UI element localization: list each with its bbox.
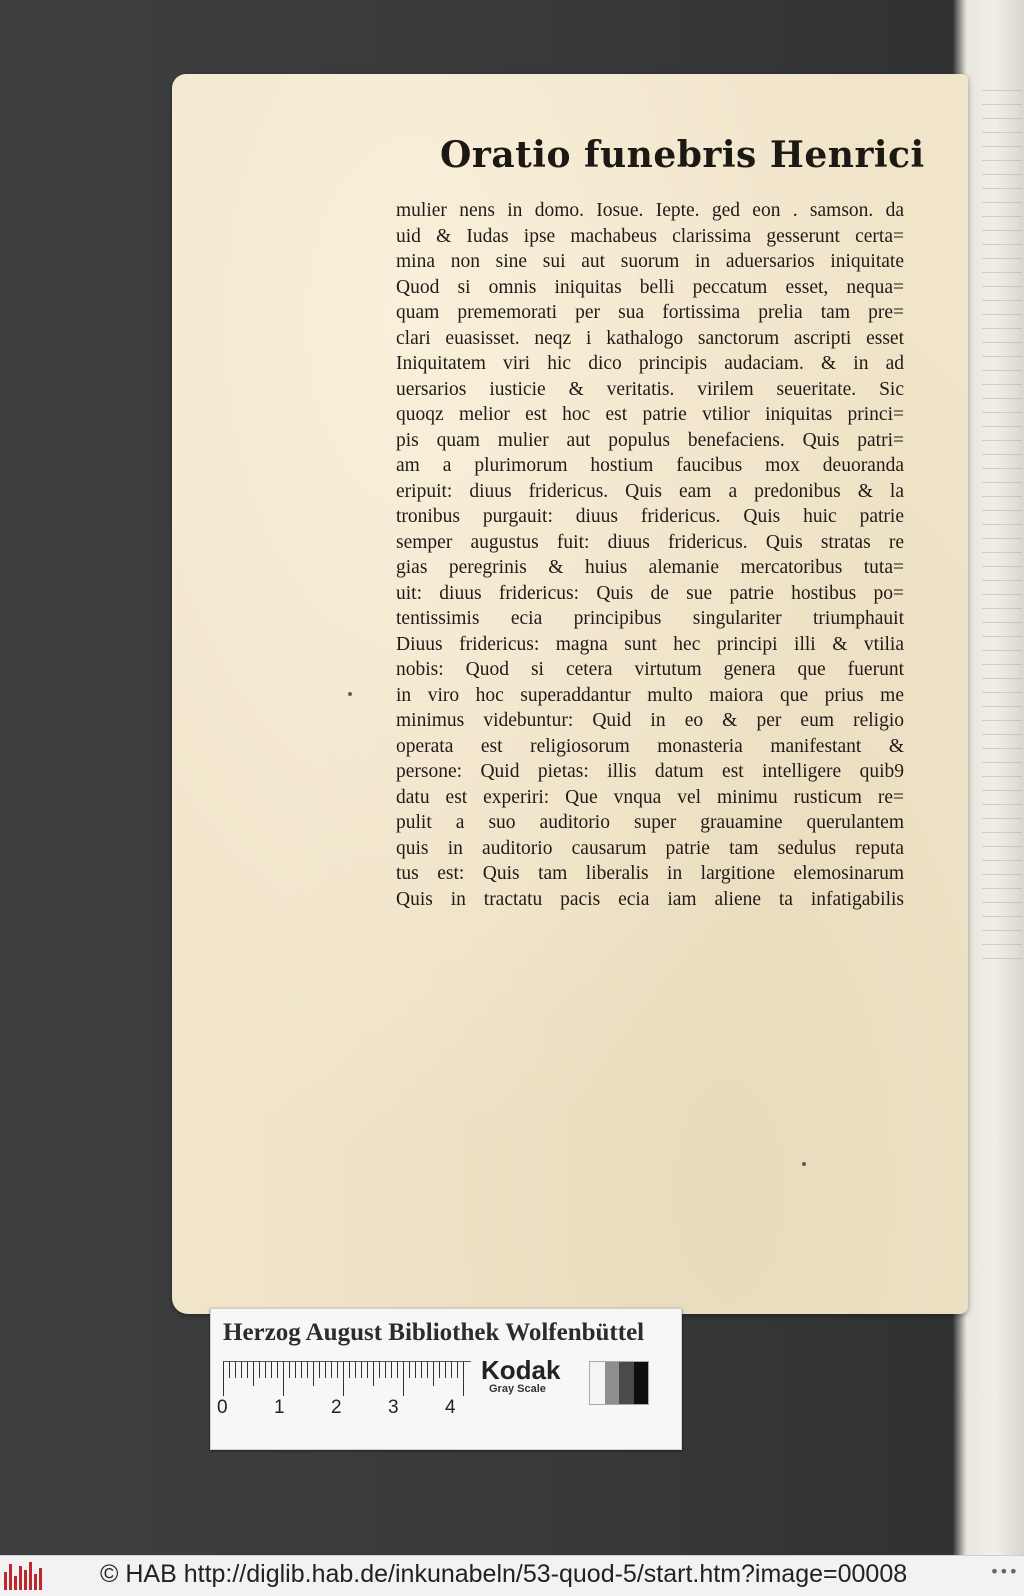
text-line: nobis: Quod si cetera virtutum genera que fuerunt [396, 659, 904, 680]
text-line: uit: diuus fridericus: Quis de sue patrie hostibus po= [396, 582, 904, 604]
ruler-tick [223, 1362, 224, 1396]
page-edges [982, 90, 1022, 970]
ruler-tick [277, 1362, 278, 1378]
manuscript-page [172, 74, 968, 1314]
ruler-tick [289, 1362, 290, 1378]
ruler-number: 2 [331, 1397, 342, 1418]
ruler-tick [319, 1362, 320, 1378]
text-line: tronibus purgauit: diuus fridericus. Quis huic patrie [396, 506, 904, 527]
ruler-tick [235, 1362, 236, 1378]
ruler-tick [391, 1362, 392, 1378]
text-line: Quis in tractatu pacis ecia iam aliene ta infatigabilis [396, 888, 904, 910]
ruler-tick [325, 1362, 326, 1378]
text-line: quam prememorati per sua fortissima prelia tam pre= [396, 302, 904, 323]
text-line: Diuus fridericus: magna sunt hec principi illi & vtilia [396, 633, 904, 655]
text-line: Quod si omnis iniquitas belli peccatum esset, nequa= [396, 276, 904, 298]
text-line: persone: Quid pietas: illis datum est intelligere quib9 [396, 761, 904, 782]
ruler-number: 0 [217, 1397, 228, 1418]
ruler-tick [421, 1362, 422, 1378]
ruler-tick [445, 1362, 446, 1378]
footer-bar [0, 1555, 1024, 1596]
ruler-tick [271, 1362, 272, 1378]
ruler-number: 4 [445, 1397, 456, 1418]
text-line: mina non sine sui aut suorum in aduersarios iniquitate [396, 251, 904, 272]
ruler-tick [409, 1362, 410, 1378]
ruler-tick [337, 1362, 338, 1378]
ruler-tick [355, 1362, 356, 1378]
text-line: quis in auditorio causarum patrie tam sedulus reputa [396, 837, 904, 859]
ruler-tick [229, 1362, 230, 1378]
text-line: tentissimis ecia principibus singulariter triumphauit [396, 608, 904, 629]
ruler-tick [403, 1362, 404, 1396]
text-line: Iniquitatem viri hic dico principis audaciam. & in ad [396, 353, 904, 374]
text-line: semper augustus fuit: diuus fridericus. Quis stratas re [396, 531, 904, 553]
color-target-card [210, 1308, 682, 1450]
text-line: minimus videbuntur: Quid in eo & per eum religio [396, 710, 904, 731]
gray-scale-patches [589, 1361, 649, 1405]
ruler-tick [331, 1362, 332, 1378]
ruler-number: 3 [388, 1397, 399, 1418]
ruler-tick [457, 1362, 458, 1378]
ruler-tick [439, 1362, 440, 1378]
ruler-tick [415, 1362, 416, 1378]
ruler-tick [253, 1362, 254, 1386]
text-line: uersarios iusticie & veritatis. virilem seueritate. Sic [396, 378, 904, 400]
text-line: clari euasisset. neqz i kathalogo sanctorum ascripti esset [396, 327, 904, 349]
ruler-tick [241, 1362, 242, 1378]
ruler-tick [379, 1362, 380, 1378]
more-icon[interactable]: ••• [989, 1562, 1018, 1581]
ruler-tick [451, 1362, 452, 1378]
text-line: datu est experiri: Que vnqua vel minimu rusticum re= [396, 786, 904, 808]
page-text-block [396, 198, 904, 912]
text-line: eripuit: diuus fridericus. Quis eam a predonibus & la [396, 480, 904, 502]
ruler-tick [343, 1362, 344, 1396]
ruler-tick [307, 1362, 308, 1378]
copyright-url[interactable]: © HAB http://diglib.hab.de/inkunabeln/53-quod-5/start.htm?image=00008 [100, 1560, 908, 1588]
ruler-tick [433, 1362, 434, 1386]
ruler-tick [301, 1362, 302, 1378]
ruler-tick [427, 1362, 428, 1378]
ruler-tick [367, 1362, 368, 1378]
text-line: tus est: Quis tam liberalis in largitione elemosinarum [396, 863, 904, 884]
ruler-tick [463, 1362, 464, 1396]
text-line: am a plurimorum hostium faucibus mox deuoranda [396, 455, 904, 476]
hab-logo-icon [4, 1562, 46, 1590]
ruler-tick [349, 1362, 350, 1378]
text-line: operata est religiosorum monasteria manifestant & [396, 735, 904, 757]
ruler-tick [295, 1362, 296, 1378]
ink-speck [802, 1162, 806, 1166]
ruler-tick [373, 1362, 374, 1386]
page-heading: Oratio funebris Henrici [440, 134, 925, 176]
text-line: in viro hoc superaddantur multo maiora que prius me [396, 684, 904, 706]
library-name: Herzog August Bibliothek Wolfenbüttel [223, 1319, 645, 1346]
text-line: gias peregrinis & huius alemanie mercatoribus tuta= [396, 557, 904, 578]
kodak-gray-scale-label: Gray Scale [489, 1383, 546, 1395]
ruler-tick [361, 1362, 362, 1378]
ruler-tick [397, 1362, 398, 1378]
ruler-tick [283, 1362, 284, 1396]
scale-ruler [223, 1361, 471, 1402]
ruler-number: 1 [274, 1397, 285, 1418]
ruler-tick [247, 1362, 248, 1378]
ruler-tick [265, 1362, 266, 1378]
text-line: uid & Iudas ipse machabeus clarissima gesserunt certa= [396, 225, 904, 247]
kodak-logo: Kodak [481, 1355, 561, 1385]
ruler-tick [385, 1362, 386, 1378]
text-line: pis quam mulier aut populus benefaciens. Quis patri= [396, 429, 904, 451]
text-line: mulier nens in domo. Iosue. Iepte. ged eon . samson. da [396, 200, 904, 221]
text-line: pulit a suo auditorio super grauamine querulantem [396, 812, 904, 833]
ruler-tick [313, 1362, 314, 1386]
text-line: quoqz melior est hoc est patrie vtilior iniquitas princi= [396, 404, 904, 425]
ruler-tick [259, 1362, 260, 1378]
ink-speck [348, 692, 352, 696]
